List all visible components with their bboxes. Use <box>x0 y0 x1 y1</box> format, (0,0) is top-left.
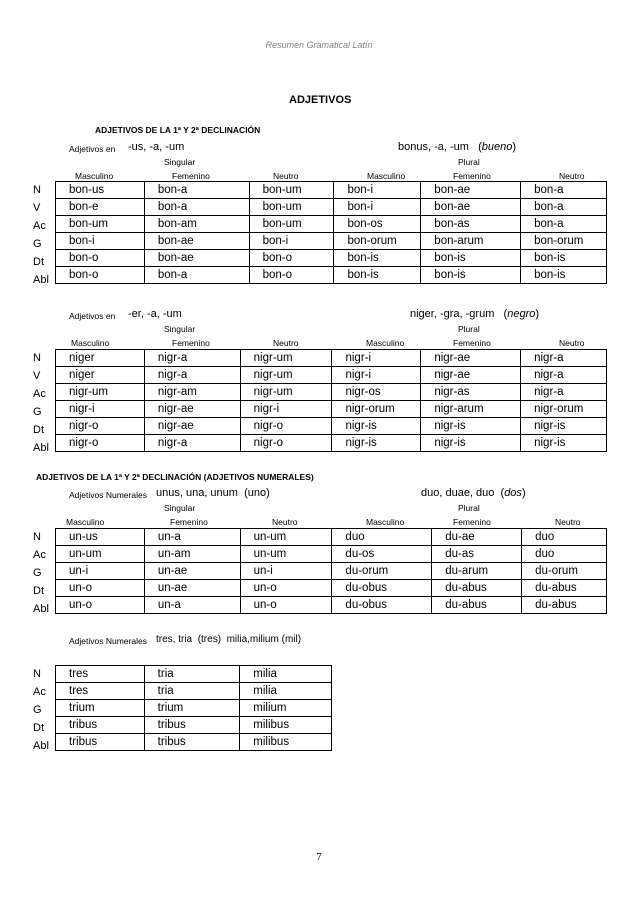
table-cell: du-abus <box>432 597 522 614</box>
table-cell: nigr-a <box>144 350 240 367</box>
table-cell: bon-i <box>56 233 145 250</box>
table-cell: un-a <box>144 597 240 614</box>
table-cell: bon-ae <box>421 182 521 199</box>
block2-col-header: Neutro <box>559 338 585 348</box>
milia-forms: milia,milium <box>226 634 279 645</box>
table-row <box>56 435 607 452</box>
table-cell: du-arum <box>432 563 522 580</box>
table-cell: nigr-um <box>240 350 332 367</box>
block1-example-text: bonus, -a, -um <box>398 141 469 153</box>
table-row <box>56 267 607 284</box>
table-cell: trium <box>56 700 145 717</box>
table-row <box>56 717 332 734</box>
table-cell: nigr-os <box>332 384 421 401</box>
table-row <box>56 529 607 546</box>
table-cell: bon-um <box>249 182 334 199</box>
table-cell: un-um <box>240 546 332 563</box>
table-cell: bon-i <box>334 199 421 216</box>
table-row <box>56 182 607 199</box>
table-cell: nigr-ae <box>144 401 240 418</box>
table-cell: nigr-ae <box>421 350 521 367</box>
table-cell: bon-a <box>144 199 249 216</box>
table-cell: nigr-um <box>240 367 332 384</box>
table-row <box>56 597 607 614</box>
table-cell: un-i <box>56 563 145 580</box>
table-cell: un-um <box>56 546 145 563</box>
numerals-plural: Plural <box>458 503 480 513</box>
table-cell: nigr-ae <box>421 367 521 384</box>
table-cell: un-us <box>56 529 145 546</box>
table-cell: du-abus <box>522 597 607 614</box>
page-number: 7 <box>316 851 322 863</box>
block1-col-header: Femenino <box>453 171 491 181</box>
block1-singular: Singular <box>164 157 196 167</box>
table-cell: bon-arum <box>421 233 521 250</box>
section1-heading: ADJETIVOS DE LA 1ª Y 2ª DECLINACIÓN <box>95 125 261 135</box>
table-cell: nigr-o <box>240 435 332 452</box>
table-cell: un-um <box>240 529 332 546</box>
table-cell: nigr-o <box>56 435 145 452</box>
numerals-forms-text: unus, una, unum <box>156 487 238 499</box>
table-cell: bon-o <box>56 267 145 284</box>
section2-heading: ADJETIVOS DE LA 1ª Y 2ª DECLINACIÓN (ADJETIVOS NUMERALES) <box>36 472 314 482</box>
tres-gloss: (tres) <box>197 634 222 645</box>
case-label: Dt <box>33 585 44 597</box>
table-cell: du-orum <box>332 563 432 580</box>
table-cell: duo <box>332 529 432 546</box>
table-cell: nigr-i <box>332 350 421 367</box>
table-row <box>56 546 607 563</box>
numerals-col-header: Masculino <box>66 517 105 527</box>
table-cell: nigr-i <box>332 367 421 384</box>
block2-example: niger, -gra, -grum (negro) <box>410 308 540 320</box>
table-cell: bon-o <box>249 267 334 284</box>
table-cell: du-orum <box>522 563 607 580</box>
numerals-col-header: Femenino <box>170 517 208 527</box>
table-cell: bon-us <box>56 182 145 199</box>
case-label: Ac <box>33 220 46 232</box>
table-cell: nigr-is <box>421 418 521 435</box>
table-cell: tribus <box>56 717 145 734</box>
table-cell: bon-i <box>334 182 421 199</box>
table-cell: niger <box>56 367 145 384</box>
table-cell: du-abus <box>522 580 607 597</box>
case-label: Dt <box>33 256 44 268</box>
block1-col-header: Masculino <box>75 171 114 181</box>
table-cell: tres <box>56 683 145 700</box>
table-cell: du-as <box>432 546 522 563</box>
table-cell: bon-is <box>421 267 521 284</box>
table-cell: bon-um <box>249 216 334 233</box>
numerals-gloss2: dos <box>504 487 522 499</box>
table-row <box>56 367 607 384</box>
table-cell: un-ae <box>144 580 240 597</box>
case-label: V <box>33 202 41 214</box>
numerals-label: Adjetivos Numerales <box>69 490 147 500</box>
numerals-forms: unus, una, unum (uno) <box>156 487 270 499</box>
table-cell: un-o <box>240 580 332 597</box>
table-row <box>56 700 332 717</box>
table-cell: nigr-ae <box>144 418 240 435</box>
table-cell: nigr-a <box>521 350 607 367</box>
case-label: N <box>33 352 41 364</box>
page-title: ADJETIVOS <box>289 94 352 106</box>
table-cell: tribus <box>144 717 240 734</box>
case-label: G <box>33 238 42 250</box>
block1-example: bonus, -a, -um (bueno) <box>398 141 517 153</box>
numerals-gloss: uno <box>247 487 267 499</box>
block2-col-header: Masculino <box>366 338 405 348</box>
numerals-col-header: Neutro <box>272 517 298 527</box>
table-cell: bon-is <box>521 250 607 267</box>
table-cell: nigr-arum <box>421 401 521 418</box>
table-cell: milia <box>240 666 332 683</box>
block2-example-text: niger, -gra, -grum <box>410 308 495 320</box>
table-row <box>56 683 332 700</box>
case-label: Abl <box>33 740 49 752</box>
table-row <box>56 216 607 233</box>
table-cell: du-abus <box>432 580 522 597</box>
block2-singular: Singular <box>164 324 196 334</box>
case-label: Dt <box>33 722 44 734</box>
block2-col-header: Masculino <box>71 338 110 348</box>
table-cell: bon-i <box>249 233 334 250</box>
block2-col-header: Neutro <box>273 338 299 348</box>
case-label: G <box>33 567 42 579</box>
block2-label: Adjetivos en <box>69 311 116 321</box>
case-label: Abl <box>33 603 49 615</box>
table-row <box>56 580 607 597</box>
table-cell: bon-is <box>421 250 521 267</box>
table-cell: bon-a <box>144 182 249 199</box>
table-cell: tres <box>56 666 145 683</box>
table-cell: bon-a <box>521 199 607 216</box>
table-row <box>56 250 607 267</box>
case-label: Ac <box>33 686 46 698</box>
case-label: Dt <box>33 424 44 436</box>
block1-label: Adjetivos en <box>69 144 116 154</box>
table-cell: bon-a <box>521 182 607 199</box>
case-label: N <box>33 531 41 543</box>
table-cell: nigr-is <box>521 418 607 435</box>
table-cell: nigr-o <box>240 418 332 435</box>
table-cell: milibus <box>240 734 332 751</box>
table-cell: nigr-i <box>56 401 145 418</box>
table-cell: du-ae <box>432 529 522 546</box>
table-cell: duo <box>522 546 607 563</box>
table-cell: bon-ae <box>421 199 521 216</box>
running-header: Resumen Gramatical Latín <box>265 40 373 50</box>
table-cell: milia <box>240 683 332 700</box>
block2-col-header: Femenino <box>453 338 491 348</box>
declension-table-tres-milia <box>55 665 332 751</box>
table-row <box>56 350 607 367</box>
table-cell: nigr-is <box>521 435 607 452</box>
table-cell: un-ae <box>144 563 240 580</box>
table-cell: nigr-orum <box>521 401 607 418</box>
table-cell: bon-a <box>144 267 249 284</box>
table-cell: nigr-um <box>56 384 145 401</box>
table-cell: bon-ae <box>144 250 249 267</box>
table-cell: bon-a <box>521 216 607 233</box>
case-label: G <box>33 406 42 418</box>
table-cell: nigr-is <box>421 435 521 452</box>
table-cell: un-o <box>56 580 145 597</box>
table-row <box>56 199 607 216</box>
table-cell: nigr-orum <box>332 401 421 418</box>
table-cell: nigr-a <box>144 367 240 384</box>
table-cell: bon-e <box>56 199 145 216</box>
table-cell: bon-ae <box>144 233 249 250</box>
declension-table-niger <box>55 349 607 452</box>
table-row <box>56 384 607 401</box>
block1-plural: Plural <box>458 157 480 167</box>
table-cell: bon-is <box>334 250 421 267</box>
table-cell: nigr-a <box>521 384 607 401</box>
block1-gloss: bueno <box>481 141 513 153</box>
table-row <box>56 233 607 250</box>
table-cell: un-a <box>144 529 240 546</box>
table-cell: tribus <box>56 734 145 751</box>
table-cell: duo <box>522 529 607 546</box>
tres-forms <box>156 634 301 645</box>
case-label: G <box>33 704 42 716</box>
table-cell: nigr-a <box>144 435 240 452</box>
numerals-col-header: Masculino <box>366 517 405 527</box>
tres-label: Adjetivos Numerales <box>69 636 147 646</box>
table-cell: niger <box>56 350 145 367</box>
numerals-singular: Singular <box>164 503 196 513</box>
numerals-col-header: Femenino <box>453 517 491 527</box>
table-row <box>56 401 607 418</box>
table-row <box>56 734 332 751</box>
table-cell: bon-os <box>334 216 421 233</box>
table-cell: un-i <box>240 563 332 580</box>
table-cell: nigr-o <box>56 418 145 435</box>
case-label: Abl <box>33 274 49 286</box>
table-cell: tribus <box>144 734 240 751</box>
table-cell: bon-is <box>521 267 607 284</box>
table-cell: nigr-um <box>240 384 332 401</box>
tres-forms-text: tres, tria <box>156 634 193 645</box>
declension-table-unus-duo <box>55 528 607 614</box>
table-cell: trium <box>144 700 240 717</box>
block1-col-header: Femenino <box>172 171 210 181</box>
block2-gloss: negro <box>507 308 536 320</box>
table-cell: milibus <box>240 717 332 734</box>
table-row <box>56 666 332 683</box>
table-cell: nigr-a <box>521 367 607 384</box>
table-cell: un-o <box>240 597 332 614</box>
block2-plural: Plural <box>458 324 480 334</box>
table-cell: nigr-is <box>332 435 421 452</box>
table-cell: bon-am <box>144 216 249 233</box>
case-label: N <box>33 668 41 680</box>
table-cell: bon-um <box>249 199 334 216</box>
table-row <box>56 418 607 435</box>
table-cell: nigr-is <box>332 418 421 435</box>
table-cell: milium <box>240 700 332 717</box>
block1-col-header: Neutro <box>273 171 299 181</box>
table-cell: nigr-as <box>421 384 521 401</box>
block2-col-header: Femenino <box>172 338 210 348</box>
table-cell: tria <box>144 683 240 700</box>
table-cell: bon-is <box>334 267 421 284</box>
numerals-example: duo, duae, duo (dos) <box>421 487 526 499</box>
table-cell: du-obus <box>332 580 432 597</box>
table-cell: du-obus <box>332 597 432 614</box>
table-cell: tria <box>144 666 240 683</box>
table-cell: bon-orum <box>521 233 607 250</box>
table-cell: bon-o <box>56 250 145 267</box>
case-label: Ac <box>33 549 46 561</box>
milia-gloss: (mil) <box>281 634 302 645</box>
table-cell: un-am <box>144 546 240 563</box>
numerals-example-text: duo, duae, duo <box>421 487 495 499</box>
table-cell: du-os <box>332 546 432 563</box>
block2-ending: -er, -a, -um <box>128 308 182 320</box>
table-cell: nigr-am <box>144 384 240 401</box>
case-label: N <box>33 184 41 196</box>
case-label: V <box>33 370 41 382</box>
case-label: Ac <box>33 388 46 400</box>
numerals-col-header: Neutro <box>555 517 581 527</box>
table-cell: un-o <box>56 597 145 614</box>
table-cell: bon-as <box>421 216 521 233</box>
block1-col-header: Masculino <box>367 171 406 181</box>
case-label: Abl <box>33 442 49 454</box>
table-cell: bon-um <box>56 216 145 233</box>
table-cell: nigr-i <box>240 401 332 418</box>
declension-table-bonus <box>55 181 607 284</box>
table-cell: bon-orum <box>334 233 421 250</box>
block1-col-header: Neutro <box>559 171 585 181</box>
table-cell: bon-o <box>249 250 334 267</box>
block1-ending: -us, -a, -um <box>128 141 185 153</box>
table-row <box>56 563 607 580</box>
